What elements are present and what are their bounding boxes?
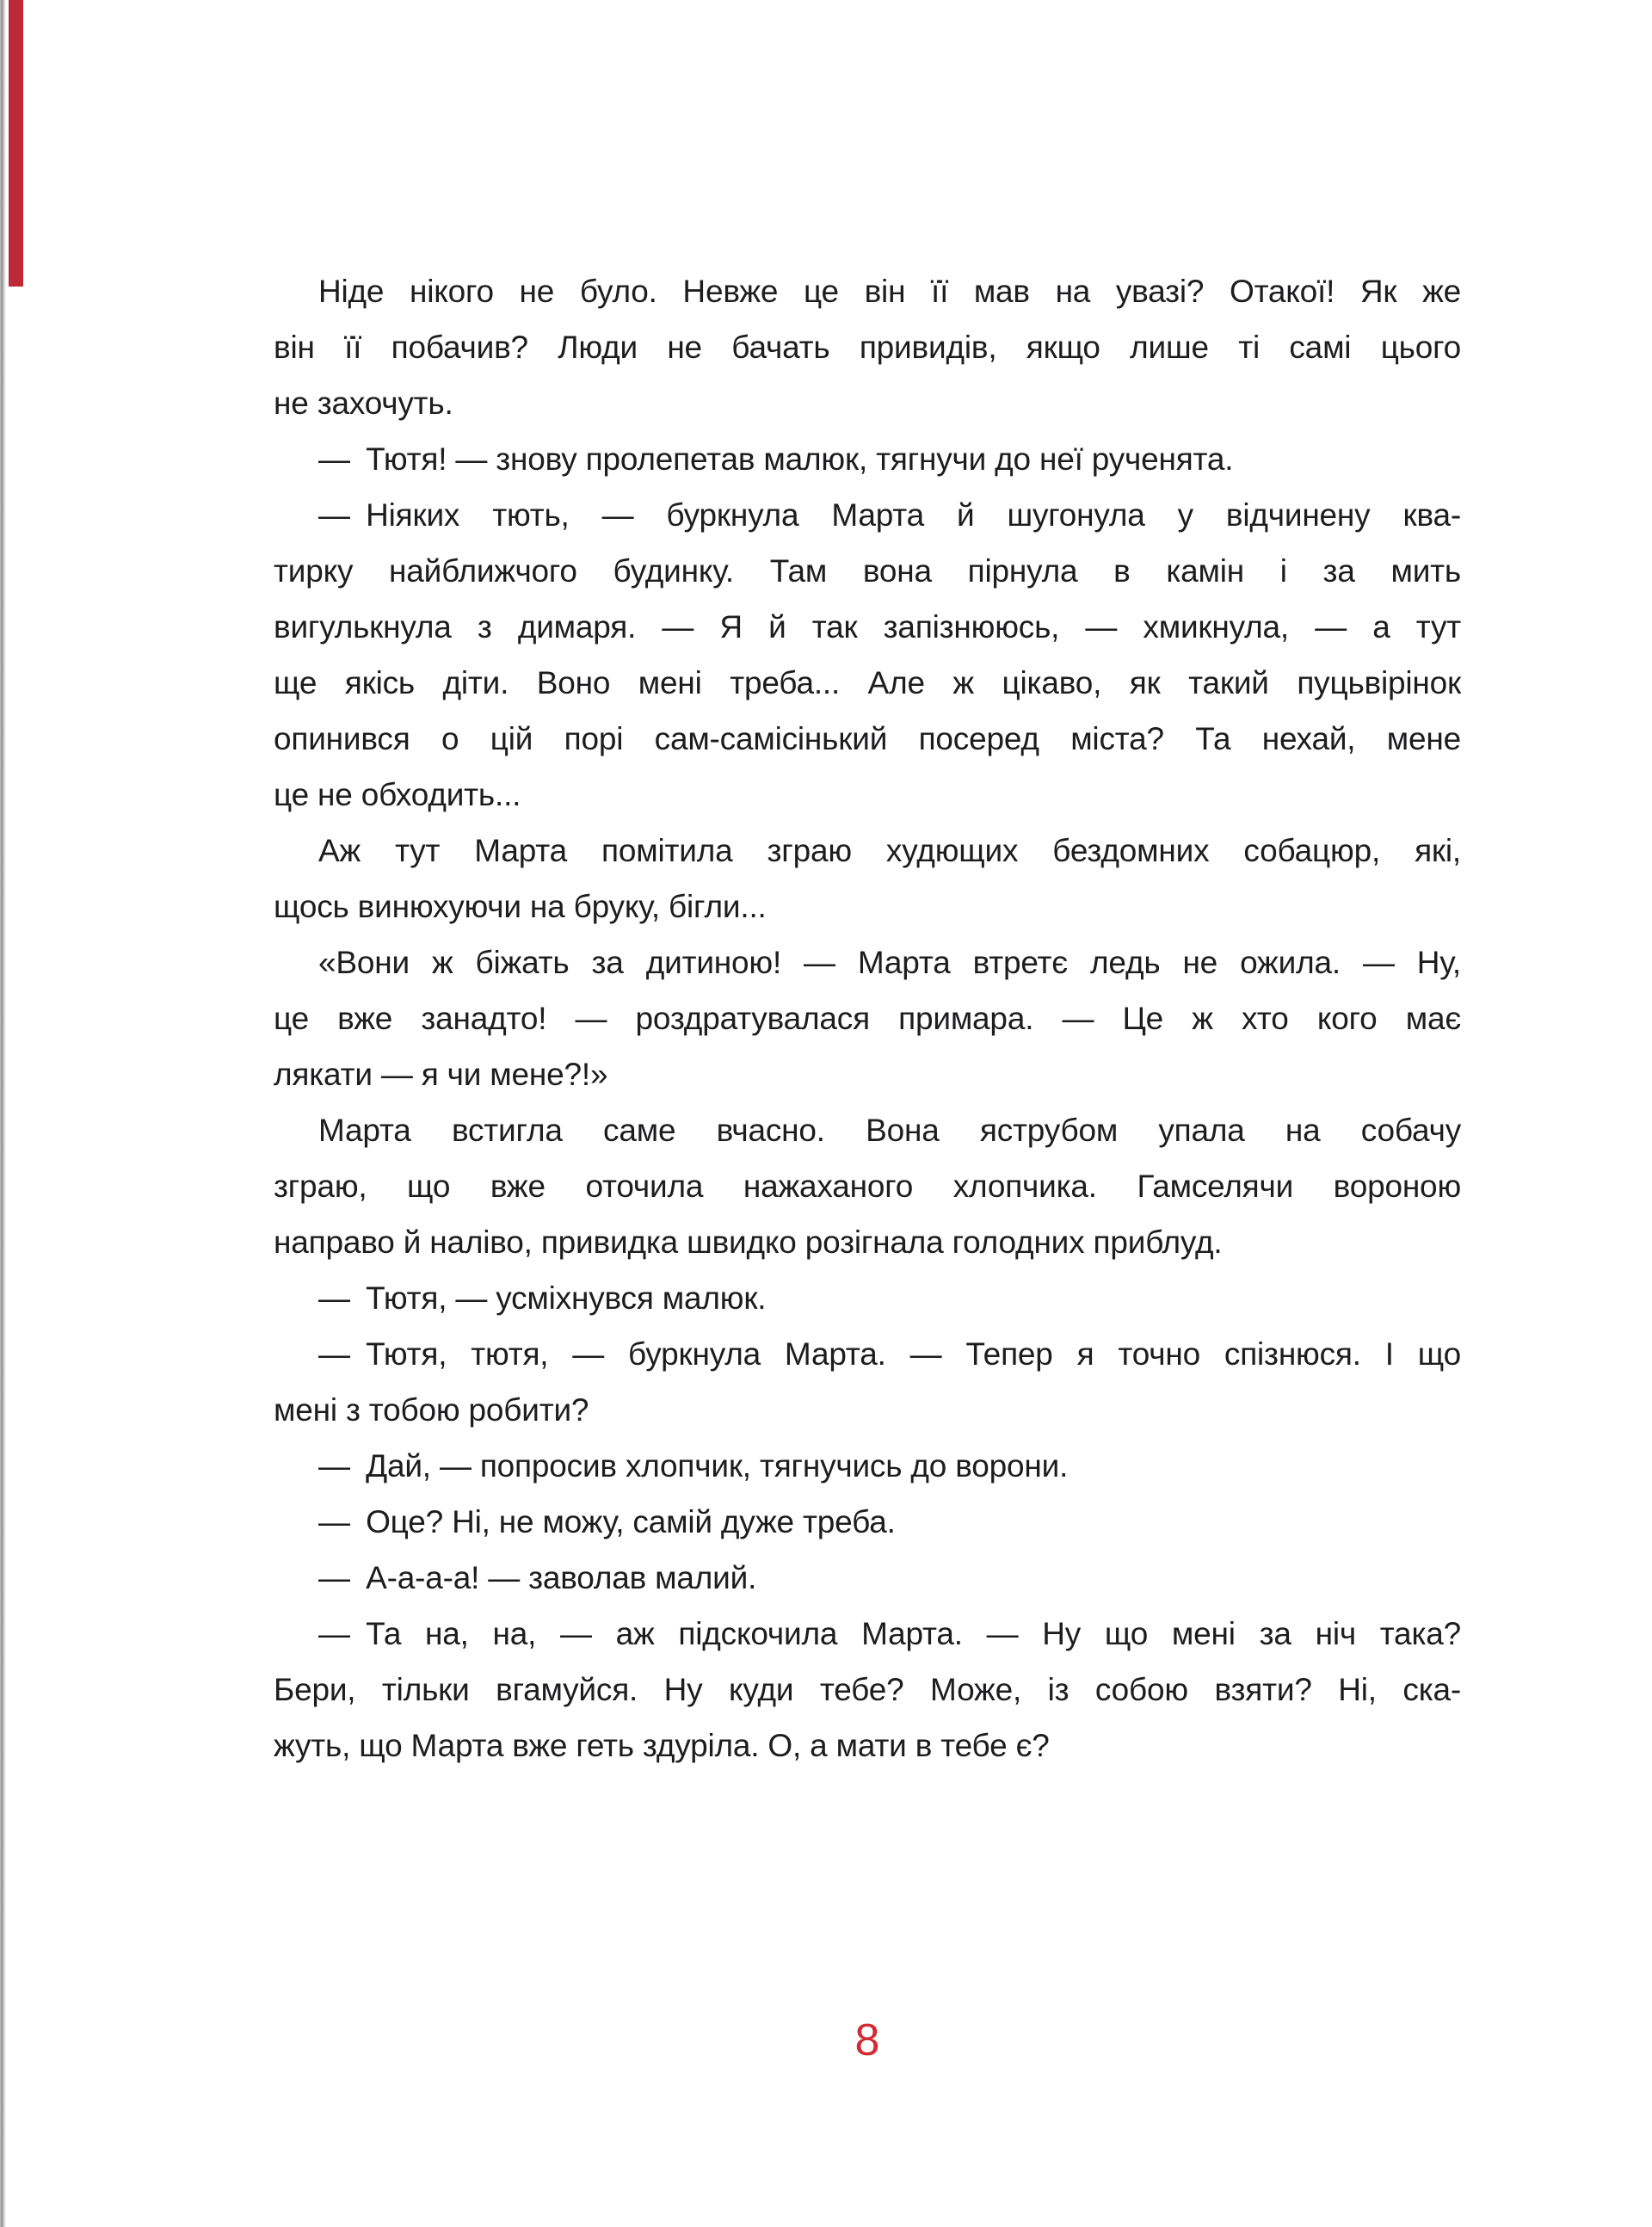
text-line: ще якісь діти. Воно мені треба... Але ж цікаво, як такий пуцьвірінок <box>274 665 1461 700</box>
paragraph <box>274 1494 1461 1550</box>
text-line: — Та на, на, — аж підскочила Марта. — Ну що мені за ніч така? <box>318 1616 1461 1651</box>
text-line: зграю, що вже оточила нажаханого хлопчика. Гамселячи вороною <box>274 1169 1461 1204</box>
paragraph <box>274 823 1461 935</box>
text-line: Бери, тільки вгамуйся. Ну куди тебе? Може, із собою взяти? Ні, ска- <box>274 1672 1461 1707</box>
text-line: — Дай, — попросив хлопчик, тягнучись до ворони. <box>318 1448 1069 1484</box>
text-line: Аж тут Марта помітила зграю худющих бездомних собацюр, які, <box>318 833 1461 868</box>
paragraph <box>274 263 1461 431</box>
paragraph <box>274 1550 1461 1606</box>
paragraph <box>274 1270 1461 1326</box>
text-line: це вже занадто! — роздратувалася примара. — Це ж хто кого має <box>274 1001 1461 1036</box>
text-line: Марта встигла саме вчасно. Вона яструбом упала на собачу <box>318 1113 1461 1148</box>
page-number: 8 <box>854 2015 880 2065</box>
text-line: вигулькнула з димаря. — Я й так запізнююсь, — хмикнула, — а тут <box>274 609 1461 645</box>
text-line: — Ніяких тють, — буркнула Марта й шугонула у відчинену ква- <box>318 497 1461 533</box>
text-line: «Вони ж біжать за дитиною! — Марта втретє ледь не ожила. — Ну, <box>318 945 1461 980</box>
text-line: щось винюхуючи на бруку, бігли... <box>274 889 767 924</box>
text-line: лякати — я чи мене?!» <box>274 1057 608 1092</box>
paragraph <box>274 487 1461 823</box>
paragraph <box>274 1326 1461 1438</box>
page-edge-shadow <box>0 0 6 2227</box>
text-line: Ніде нікого не було. Невже це він її мав на увазі? Отакої! Як же <box>318 274 1461 309</box>
text-line: — Оце? Ні, не можу, самій дуже треба. <box>318 1504 896 1539</box>
paragraph <box>274 1438 1461 1494</box>
paragraph <box>274 431 1461 487</box>
red-bookmark-ribbon <box>9 0 23 287</box>
text-line: опинився о цій порі сам-самісінький посеред міста? Та нехай, мене <box>274 721 1461 756</box>
text-line: направо й наліво, привидка швидко розігнала голодних приблуд. <box>274 1225 1223 1260</box>
text-line: — А-а-а-а! — заволав малий. <box>318 1560 757 1595</box>
text-line: він її побачив? Люди не бачать привидів, якщо лише ті самі цього <box>274 330 1461 365</box>
paragraph <box>274 1606 1461 1774</box>
text-line: — Тютя, — усміхнувся малюк. <box>318 1280 767 1316</box>
text-line: не захочуть. <box>274 386 453 421</box>
paragraph <box>274 1102 1461 1270</box>
text-line: мені з тобою робити? <box>274 1392 589 1428</box>
story-text <box>274 263 1461 1774</box>
text-line: — Тютя, тютя, — буркнула Марта. — Тепер я точно спізнюся. І що <box>318 1336 1461 1372</box>
text-line: це не обходить... <box>274 777 521 812</box>
text-line: жуть, що Марта вже геть здуріла. О, а мати в тебе є? <box>274 1728 1050 1763</box>
text-line: тирку найближчого будинку. Там вона пірнула в камін і за мить <box>274 553 1461 589</box>
text-line: — Тютя! — знову пролепетав малюк, тягнучи до неї рученята. <box>318 441 1234 477</box>
paragraph <box>274 935 1461 1102</box>
